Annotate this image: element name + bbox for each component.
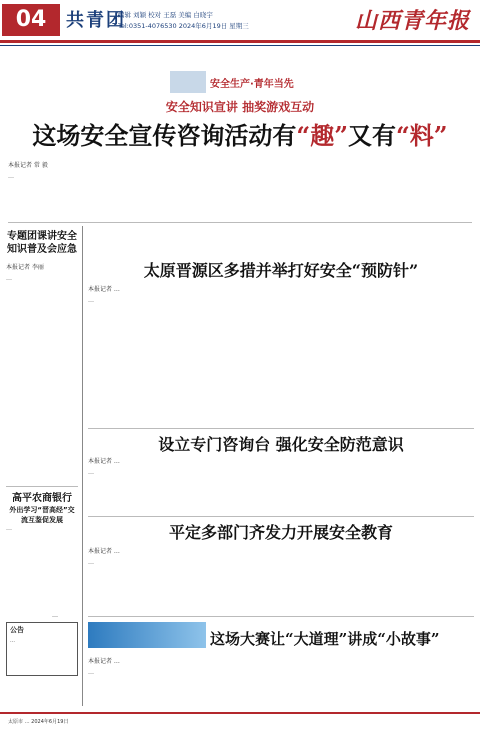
story3-body: … bbox=[88, 559, 94, 566]
sidebar-article2-title-line1: 高平农商银行 bbox=[12, 493, 72, 504]
story4-title: 这场大赛让“大道理”讲成“小故事” bbox=[210, 630, 440, 648]
story2-byline: 本报记者 … bbox=[88, 458, 120, 465]
sidebar-article2-signature: … bbox=[52, 612, 58, 619]
sidebar-article1-title-line1: 专题团课讲安全 bbox=[7, 231, 77, 242]
notice-body: … bbox=[10, 638, 15, 644]
sidebar-divider bbox=[82, 226, 83, 706]
contact-date-line: Tel:0351-4076530 2024年6月19日 星期三 bbox=[118, 22, 249, 30]
sidebar-article1-body: … bbox=[6, 275, 12, 282]
story2-body: … bbox=[88, 469, 94, 476]
lead-kicker: 安全知识宣讲 抽奖游戏互动 bbox=[165, 100, 315, 114]
banner-flag-icon bbox=[170, 71, 206, 93]
notice-title: 公告 bbox=[10, 626, 24, 634]
header-rule-blue bbox=[0, 45, 480, 46]
editor-line: 编辑 刘颖 校对 王磊 美编 白晓宇 bbox=[118, 11, 213, 19]
lead-title-quote2: “料” bbox=[396, 121, 448, 150]
newspaper-logo: 山西青年报 bbox=[354, 8, 470, 34]
footer-rule bbox=[0, 712, 480, 714]
sidebar-article2-body: … bbox=[6, 525, 12, 532]
sidebar-article2-title-line2: 外出学习“晋高经”交流互鉴促发展 bbox=[9, 506, 75, 524]
masthead bbox=[0, 0, 480, 40]
section-banner bbox=[170, 71, 320, 93]
sidebar-divider-1 bbox=[6, 486, 78, 487]
lead-title-part2: 又有 bbox=[348, 121, 396, 150]
story4-header-graphic bbox=[88, 622, 206, 648]
story4-body: … bbox=[88, 669, 94, 676]
lead-title-part1: 这场安全宣传咨询活动有 bbox=[32, 121, 297, 150]
lead-byline: 本报记者 常 毅 bbox=[8, 162, 48, 169]
sidebar-article2-title bbox=[6, 492, 78, 525]
lead-title-quote1: “趣” bbox=[296, 121, 348, 150]
story-divider-2 bbox=[88, 516, 474, 517]
footer-text: 太原市 … 2024年6月19日 bbox=[8, 719, 69, 725]
story3-title: 平定多部门齐发力开展安全教育 bbox=[168, 523, 393, 542]
lead-title bbox=[0, 116, 480, 151]
story1-body: … bbox=[88, 297, 94, 304]
lead-body: … bbox=[8, 173, 14, 180]
sidebar-article1-byline: 本报记者 李丽 bbox=[6, 264, 44, 271]
page-number: 04 bbox=[2, 4, 60, 36]
story2-title: 设立专门咨询台 强化安全防范意识 bbox=[158, 435, 404, 454]
story1-byline: 本报记者 … bbox=[88, 286, 120, 293]
story3-byline: 本报记者 … bbox=[88, 548, 120, 555]
column-name: 共青团 bbox=[66, 10, 126, 31]
story4-byline: 本报记者 … bbox=[88, 658, 120, 665]
story-divider-3 bbox=[88, 616, 474, 617]
story-divider-1 bbox=[88, 428, 474, 429]
sidebar-article1-title bbox=[6, 230, 78, 256]
banner-text: 安全生产·青年当先 bbox=[210, 79, 294, 90]
header-rule-red bbox=[0, 40, 480, 43]
lead-bottom-divider bbox=[8, 222, 472, 223]
story1-title: 太原晋源区多措并举打好安全“预防针” bbox=[143, 261, 419, 280]
sidebar-article1-title-line2: 知识普及会应急 bbox=[7, 244, 77, 255]
notice-box bbox=[6, 622, 78, 676]
